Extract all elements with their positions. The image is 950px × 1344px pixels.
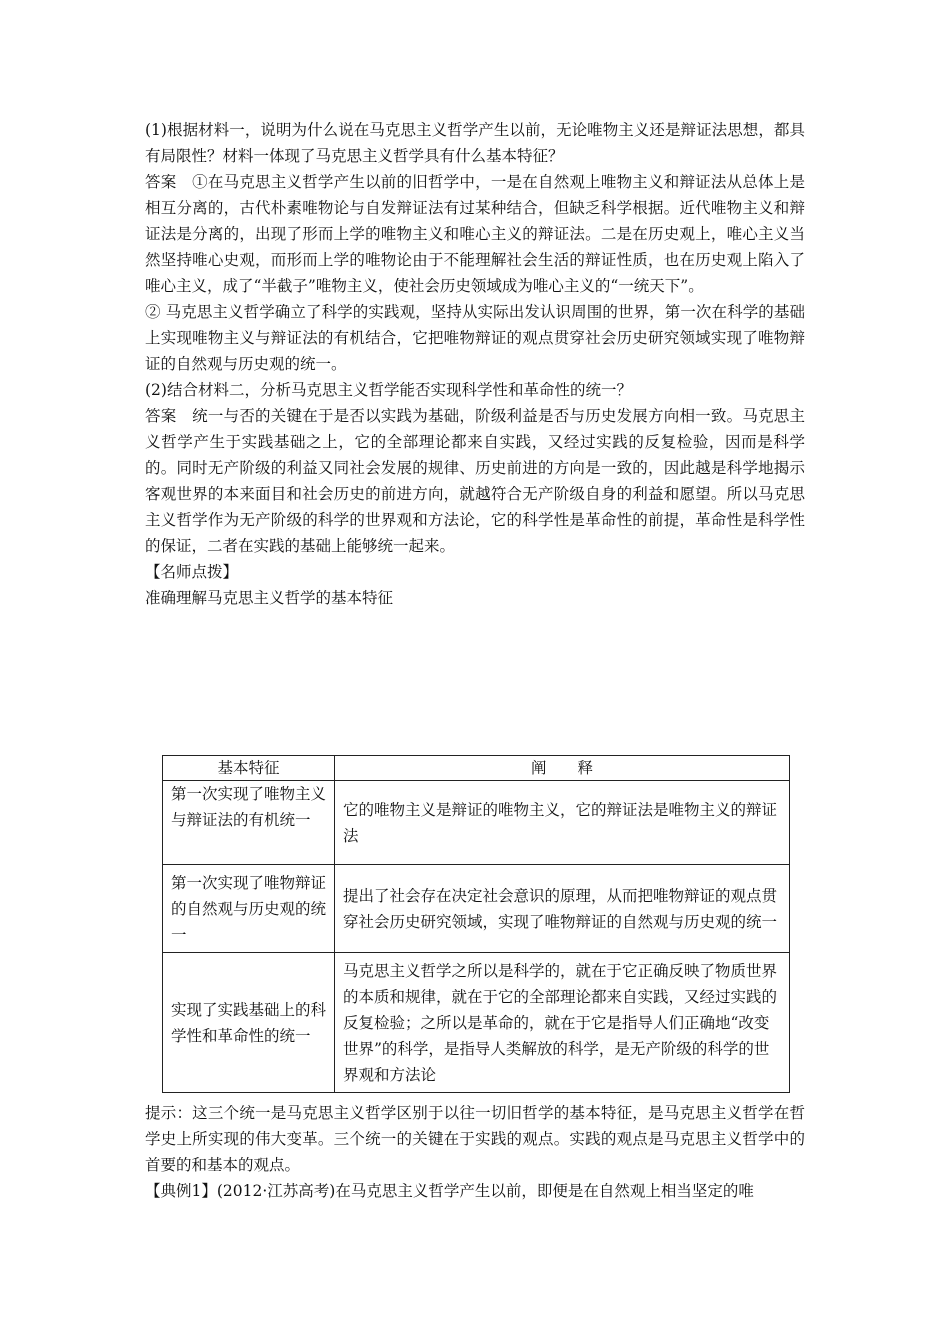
table-row [163, 865, 790, 953]
table-header-feature: 基本特征 [163, 756, 335, 781]
document-body [145, 117, 805, 611]
question-2: (2)结合材料二，分析马克思主义哲学能否实现科学性和革命性的统一？ [145, 381, 632, 399]
question-1: (1)根据材料一，说明为什么说在马克思主义哲学产生以前，无论唯物主义还是辩证法思想，都具有局限性？材料一体现了马克思主义哲学具有什么基本特征？ [145, 121, 805, 165]
answer-1a: 答案 ①在马克思主义哲学产生以前的旧哲学中，一是在自然观上唯物主义和辩证法从总体上是相互分离的，古代朴素唯物论与自发辩证法有过某种结合，但缺乏科学根据。近代唯物主义和辩证法是分离的，出现了形而上学的唯物主义和唯心主义的辩证法。二是在历史观上，唯心主义当然坚持唯心史观，而形而上学的唯物论由于不能理解社会生活的辩证性质，也在历史观上陷入了唯心主义，成了“半截子”唯物主义，使社会历史领域成为唯心主义的“一统天下”。 [145, 173, 805, 295]
table-cell-feature: 实现了实践基础上的科学性和革命性的统一 [163, 953, 335, 1093]
example-paragraph: 【典例1】(2012·江苏高考)在马克思主义哲学产生以前，即便是在自然观上相当坚定的唯 [145, 1182, 754, 1200]
section-heading: 【名师点拨】 [145, 563, 239, 581]
table-row [163, 781, 790, 865]
answer-1b: ② 马克思主义哲学确立了科学的实践观，坚持从实际出发认识周围的世界，第一次在科学的基础上实现唯物主义与辩证法的有机结合，它把唯物辩证的观点贯穿社会历史研究领域实现了唯物辩证的自然观与历史观的统一。 [145, 303, 805, 373]
table-cell-feature: 第一次实现了唯物辩证的自然观与历史观的统一 [163, 865, 335, 953]
hint-paragraph: 提示：这三个统一是马克思主义哲学区别于以往一切旧哲学的基本特征，是马克思主义哲学在哲学史上所实现的伟大变革。三个统一的关键在于实践的观点。实践的观点是马克思主义哲学中的首要的和基本的观点。 [145, 1104, 805, 1174]
table-row [163, 953, 790, 1093]
table-cell-explanation: 马克思主义哲学之所以是科学的，就在于它正确反映了物质世界的本质和规律，就在于它的全部理论都来自实践，又经过实践的反复检验；之所以是革命的，就在于它是指导人们正确地“改变世界”的科学，是指导人类解放的科学，是无产阶级的科学的世界观和方法论 [335, 953, 790, 1093]
table-header-row [163, 756, 790, 781]
table-cell-feature: 第一次实现了唯物主义与辩证法的有机统一 [163, 781, 335, 865]
features-table [162, 755, 790, 1093]
document-tail [145, 1100, 805, 1204]
table-cell-explanation: 它的唯物主义是辩证的唯物主义，它的辩证法是唯物主义的辩证法 [335, 781, 790, 865]
table-cell-explanation: 提出了社会存在决定社会意识的原理，从而把唯物辩证的观点贯穿社会历史研究领域，实现了唯物辩证的自然观与历史观的统一 [335, 865, 790, 953]
answer-2: 答案 统一与否的关键在于是否以实践为基础，阶级利益是否与历史发展方向相一致。马克思主义哲学产生于实践基础之上，它的全部理论都来自实践，又经过实践的反复检验，因而是科学的。同时无产阶级的利益又同社会发展的规律、历史前进的方向是一致的，因此越是科学地揭示客观世界的本来面目和社会历史的前进方向，就越符合无产阶级自身的利益和愿望。所以马克思主义哲学作为无产阶级的科学的世界观和方法论，它的科学性是革命性的前提，革命性是科学性的保证，二者在实践的基础上能够统一起来。 [145, 407, 805, 555]
section-subtitle: 准确理解马克思主义哲学的基本特征 [145, 589, 394, 607]
table-header-explanation: 阐 释 [335, 756, 790, 781]
